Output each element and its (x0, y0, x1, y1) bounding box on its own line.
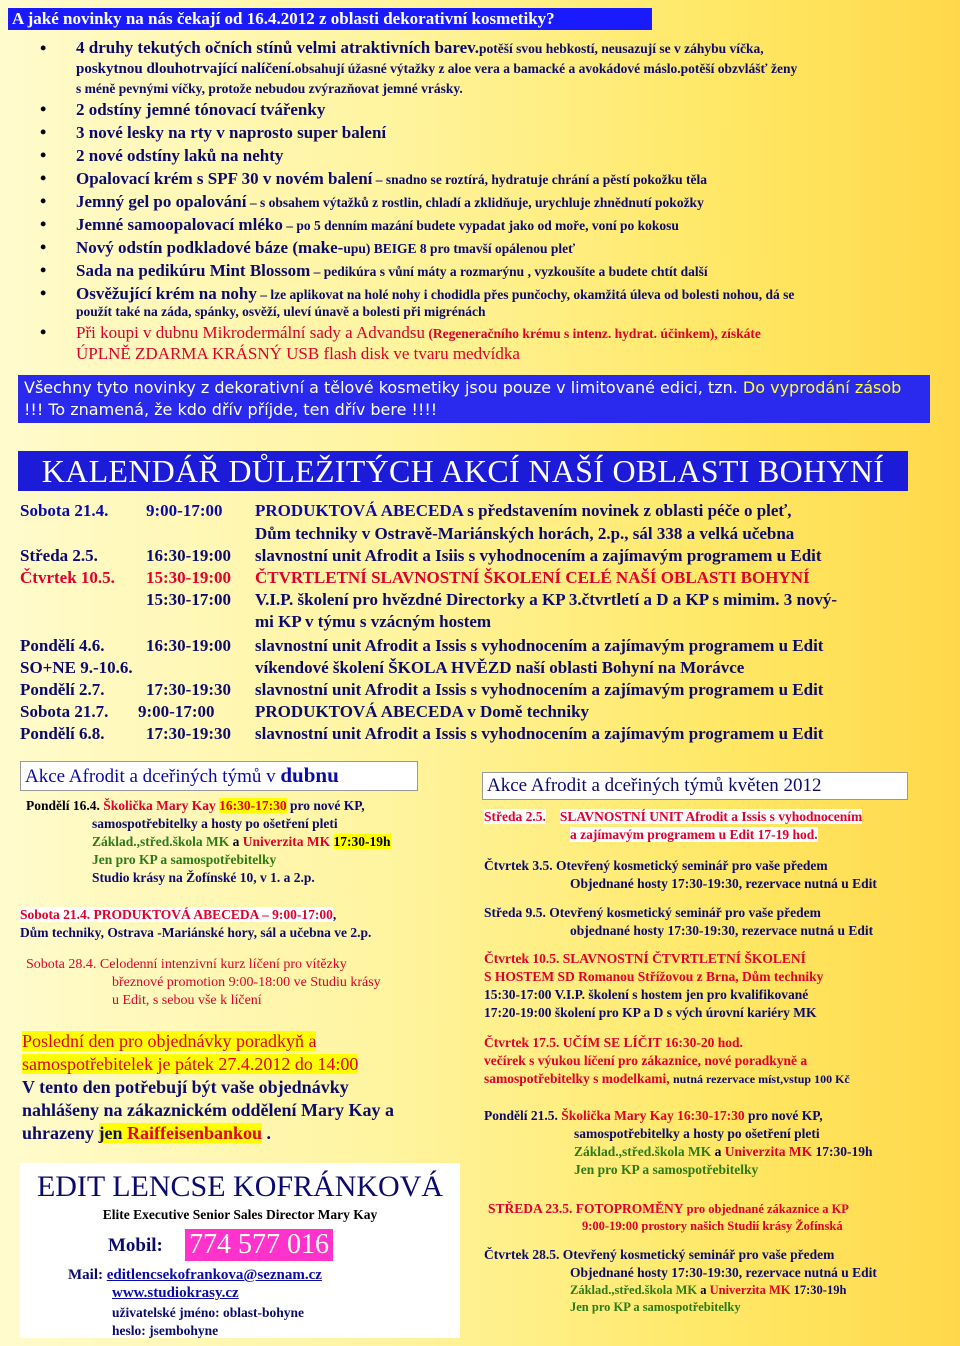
event-date: Sobota 21.7. (20, 702, 109, 721)
event-line: večírek s výukou líčení pro zákaznice, nové poradkyně a (484, 1053, 808, 1068)
deadline-text: samospotřebitelek je pátek 27.4.2012 do 14:00 (22, 1054, 359, 1074)
event-line (484, 1107, 823, 1124)
event-text: pro nové KP, (744, 1108, 823, 1123)
mail-label: Mail: (68, 1267, 107, 1283)
item-title: ÚPLNĚ ZDARMA KRÁSNÝ USB flash disk ve tvaru medvídka (76, 344, 520, 363)
event-date: Pondělí 21.5. (484, 1108, 562, 1123)
event-text: samospotřebitelky s modelkami, (484, 1071, 673, 1086)
event-line: Jen pro KP a samospotřebitelky (92, 852, 277, 867)
event-line (484, 808, 862, 825)
item-title: poskytnou dlouhotrvající nalíčení. (76, 61, 295, 77)
event-text: slavnostní unit Afrodit a Issis s vyhodnocením a zajímavým programem u Edit (255, 724, 824, 743)
deadline-line (22, 1122, 271, 1144)
event-line: u Edit, s sebou vše k líčení (112, 993, 262, 1008)
event-line: 17:20-19:00 školení pro KP a D s vých úrovní kariéry MK (484, 1005, 817, 1020)
event-line (488, 1200, 849, 1218)
university-label: Univerzita MK (709, 1283, 791, 1297)
school-label: Základ.,střed.škola MK (574, 1144, 712, 1159)
event-line: Jen pro KP a samospotřebitelky (574, 1162, 759, 1177)
item-desc: použít také na záda, spánky, osvěží, uleví únavě a bolesti při migrénách (76, 304, 486, 319)
deadline-line (22, 1030, 316, 1052)
conjunction: a (697, 1283, 710, 1297)
event-line (92, 833, 391, 850)
bank-name: Raiffeisenbankou (127, 1123, 263, 1143)
event-title: Školička Mary Kay (103, 798, 220, 813)
event-text: pro objednané zákaznice a KP (683, 1202, 849, 1216)
item-title: Jemné samoopalovací mléko (76, 215, 283, 234)
list-item (0, 236, 960, 260)
item-title: Osvěžující krém na nohy (76, 284, 257, 303)
item-title: 2 odstíny jemné tónovací tvářenky (76, 100, 326, 119)
notice-highlight: Do vyprodání zásob (737, 378, 902, 397)
school-label: Základ.,střed.škola MK (92, 834, 230, 849)
contact-card (20, 1163, 460, 1338)
title-text: Akce Afrodit a dceřiných týmů v (25, 766, 281, 787)
event-time: 16:30-19:00 (146, 636, 231, 655)
event-time: 9:00-17:00 (146, 501, 223, 520)
event-line (570, 1282, 846, 1299)
list-item (0, 98, 960, 121)
list-item (0, 321, 960, 345)
event-title: Sobota 21.4. PRODUKTOVÁ ABECEDA – 9:00-17:00 (20, 907, 333, 922)
event-line: Středa 9.5. Otevřený kosmetický seminář pro vaše předem (484, 905, 821, 920)
event-time: 9:00-17:00 (138, 702, 215, 721)
list-item (0, 213, 960, 237)
event-text: mi KP v týmu s vzácným hostem (255, 612, 492, 631)
list-item (0, 144, 960, 167)
item-desc: (Regeneračního krému s intenz. hydrat. účinkem), získáte (424, 326, 761, 341)
item-desc: – po 5 denním mazání budete vypadat jako od moře, voní po kokosu (282, 218, 679, 233)
event-line: Sobota 28.4. Celodenní intenzivní kurz líčení pro vítězky (26, 957, 347, 972)
item-desc: – lze aplikovat na holé nohy i chodidla přes punčochy, okamžitá úleva od bolesti nohou, dá se (256, 287, 795, 302)
list-item (0, 167, 960, 191)
item-desc: s méně pevnými víčky, protože nebudou zvýrazňovat jemné vrásky. (76, 81, 463, 96)
deadline-text: . (262, 1123, 272, 1143)
contact-name: EDIT LENCSE KOFRÁNKOVÁ (36, 1170, 444, 1203)
event-time: 17:30-19:30 (146, 724, 231, 743)
event-date: Čtvrtek 10.5. (20, 568, 115, 587)
item-title: 2 nové odstíny laků na nehty (76, 146, 284, 165)
event-line: 9:00-19:00 prostory našich Studií krásy Žofínská (582, 1219, 843, 1233)
item-title: Jemný gel po opalování (76, 192, 247, 211)
limited-edition-notice (18, 375, 930, 423)
event-line: samospotřebitelky a hosty po ošetření pleti (574, 1126, 820, 1141)
may-events-title: Akce Afrodit a dceřiných týmů květen 2012 (482, 772, 908, 800)
item-desc: obsahují úžasné výtažky z aloe vera a bamacké a avokádové máslo. (294, 61, 681, 76)
deadline-line: V tento den potřebují být vaše objednávky (22, 1077, 349, 1097)
event-date: SO+NE 9.-10.6. (20, 658, 133, 677)
event-line: objednané hosty 17:30-19:30, rezervace nutná u Edit (570, 923, 874, 938)
password-text: heslo: jsembohyne (112, 1323, 219, 1338)
list-item-cont (76, 343, 520, 365)
event-line (26, 797, 365, 814)
item-desc: potěší svou hebkostí, neusazují se v záhybu víčka, (479, 41, 764, 56)
website-link[interactable]: www.studiokrasy.cz (112, 1285, 239, 1301)
event-text: Dům techniky v Ostravě-Mariánských horách, 2.p., sál 338 a velká učebna (255, 524, 795, 543)
event-line: březnové promotion 9:00-18:00 ve Studiu krásy (112, 975, 381, 990)
notice-text: Všechny tyto novinky z dekorativní a tělové kosmetiky jsou pouze v limitované edici, tzn. (24, 378, 738, 397)
conjunction: a (711, 1144, 725, 1159)
event-line: Objednané hosty 17:30-19:30, rezervace nutná u Edit (570, 876, 877, 891)
username-text: uživatelské jméno: oblast-bohyne (112, 1305, 304, 1320)
item-desc: – pedikúra s vůní máty a rozmarýnu , vyzkoušíte a budete chtít další (310, 264, 708, 279)
event-line: Čtvrtek 3.5. Otevřený kosmetický seminář pro vaše předem (484, 858, 828, 873)
university-label: Univerzita MK (724, 1144, 813, 1159)
event-time: 15:30-19:00 (146, 568, 231, 587)
deadline-line: nahlášeny na zákaznickém oddělení Mary Kay a (22, 1100, 395, 1120)
deadline-text: uhrazeny (22, 1123, 99, 1143)
event-line (484, 1070, 850, 1088)
event-title: Školička Mary Kay 16:30-17:30 (561, 1108, 745, 1123)
event-date: Pondělí 2.7. (20, 680, 105, 699)
mobile-label: Mobil: (108, 1235, 163, 1256)
event-text: PRODUKTOVÁ ABECEDA v Domě techniky (255, 702, 590, 721)
list-item (0, 190, 960, 214)
mobile-number[interactable]: 774 577 016 (185, 1229, 333, 1261)
event-text: , (332, 907, 337, 922)
event-title: STŘEDA 23.5. FOTOPROMĚNY (488, 1201, 684, 1216)
event-time: 17:30-19:30 (146, 680, 231, 699)
item-title: Opalovací krém s SPF 30 v novém balení (76, 169, 373, 188)
item-title: 3 nové lesky na rty v naprosto super balení (76, 123, 387, 142)
event-line: Čtvrtek 17.5. UČÍM SE LÍČIT 16:30-20 hod. (484, 1035, 743, 1050)
event-text: a zajímavým programem u Edit 17-19 hod. (570, 827, 818, 842)
title-highlight: dubnu (280, 763, 339, 787)
event-line: Čtvrtek 10.5. SLAVNOSTNÍ ČTVRTLETNÍ ŠKOLENÍ (484, 951, 806, 966)
deadline-line (22, 1053, 358, 1075)
email-link[interactable]: editlencsekofrankova@seznam.cz (106, 1267, 322, 1283)
list-item (0, 38, 960, 59)
event-time: 16:30-19:00 (146, 546, 231, 565)
event-line: Dům techniky, Ostrava -Mariánské hory, sál a učebna ve 2.p. (20, 925, 372, 940)
event-time: 15:30-17:00 (146, 590, 231, 609)
event-text: slavnostní unit Afrodit a Isiis s vyhodnocením a zajímavým programem u Edit (255, 546, 822, 565)
event-date: Sobota 21.4. (20, 501, 109, 520)
school-label: Základ.,střed.škola MK (570, 1283, 698, 1297)
event-date: Pondělí 4.6. (20, 636, 105, 655)
list-item (0, 121, 960, 144)
list-item-cont (76, 303, 486, 321)
event-text: víkendové školení ŠKOLA HVĚZD naší oblasti Bohyní na Morávce (255, 658, 745, 677)
event-time: 17:30-19h (790, 1283, 847, 1297)
event-date: Středa 2.5. (20, 546, 98, 565)
event-line (20, 906, 336, 923)
mail-line (68, 1267, 322, 1284)
event-line: Jen pro KP a samospotřebitelky (570, 1300, 741, 1314)
event-line (484, 968, 823, 985)
notice-text: !!! To znamená, že kdo dřív příjde, ten dřív bere !!!! (24, 400, 438, 419)
item-desc: – s obsahem výtažků z rostlin, chladí a zklidňuje, urychluje zhnědnutí pokožky (246, 195, 704, 210)
item-desc: pro tmavší opálenou pleť (426, 241, 576, 256)
event-line: samospotřebitelky a hosty po ošetření pleti (92, 816, 338, 831)
event-date: Pondělí 6.8. (20, 724, 105, 743)
university-label: Univerzita MK (242, 834, 334, 849)
event-time: 16:30-17:30 (219, 798, 287, 813)
list-item-cont (76, 59, 797, 79)
list-item (0, 259, 960, 283)
april-events-title (20, 761, 418, 791)
item-title: Při koupi v dubnu Mikrodermální sady a Advandsu (76, 323, 425, 342)
list-item-cont (76, 79, 463, 99)
event-line (570, 826, 818, 843)
event-line: Čtvrtek 28.5. Otevřený kosmetický seminář pro vaše předem (484, 1247, 835, 1262)
deadline-text: jen (98, 1123, 127, 1143)
item-desc: – snadno se roztírá, hydratuje chrání a pěstí pokožku těla (372, 172, 708, 187)
event-text: ČTVRTLETNÍ SLAVNOSTNÍ ŠKOLENÍ CELÉ NAŠÍ OBLASTI BOHYNÍ (255, 568, 810, 587)
header-title: A jaké novinky na nás čekají od 16.4.2012 z oblasti dekorativní kosmetiky? (8, 8, 652, 30)
conjunction: a (229, 834, 243, 849)
event-line (574, 1143, 873, 1160)
event-date: Pondělí 16.4. (26, 798, 104, 813)
event-text: V.I.P. školení pro hvězdné Directorky a KP 3.čtvrtletí a D a KP s mimim. 3 nový- (255, 590, 838, 609)
event-title: SLAVNOSTNÍ UNIT Afrodit a Issis s vyhodnocením (559, 809, 863, 824)
event-time: 17:30-19h (812, 1144, 873, 1159)
item-title: upu) BEIGE 8 (343, 241, 427, 256)
item-title: Nový odstín podkladové báze (make- (76, 238, 344, 257)
contact-subtitle: Elite Executive Senior Sales Director Mary Kay (102, 1207, 378, 1222)
event-time: 17:30-19h (333, 834, 391, 849)
item-title: Sada na pedikúru Mint Blossom (76, 261, 311, 280)
event-note: nutná rezervace míst,vstup 100 Kč (673, 1072, 850, 1086)
event-line: Objednané hosty 17:30-19:30, rezervace nutná u Edit (570, 1265, 877, 1280)
event-text: slavnostní unit Afrodit a Issis s vyhodnocením a zajímavým programem u Edit (255, 636, 824, 655)
item-desc: potěší obzvlášť ženy (680, 61, 798, 76)
event-line: 15:30-17:00 V.I.P. školení s hostem jen pro kvalifikované (484, 987, 809, 1002)
event-text: pro nové KP, (286, 798, 365, 813)
event-date: Středa 2.5. (484, 809, 546, 824)
item-title: 4 druhy tekutých očních stínů velmi atraktivních barev. (76, 38, 479, 57)
event-text: s představením novinek z oblasti péče o pleť, (462, 501, 792, 520)
event-text: PRODUKTOVÁ ABECEDA (255, 501, 463, 520)
deadline-text: Poslední den pro objednávky poradkyň a (22, 1031, 317, 1051)
event-line: Studio krásy na Žofínské 10, v 1. a 2.p. (92, 870, 315, 885)
event-text: slavnostní unit Afrodit a Issis s vyhodnocením a zajímavým programem u Edit (255, 680, 824, 699)
event-text: S HOSTEM SD Romanou Stříž (484, 969, 666, 984)
event-text: ovou z Brna, Dům techniky (665, 969, 824, 984)
calendar-title: KALENDÁŘ DŮLEŽITÝCH AKCÍ NAŠÍ OBLASTI BOHYNÍ (18, 451, 908, 491)
